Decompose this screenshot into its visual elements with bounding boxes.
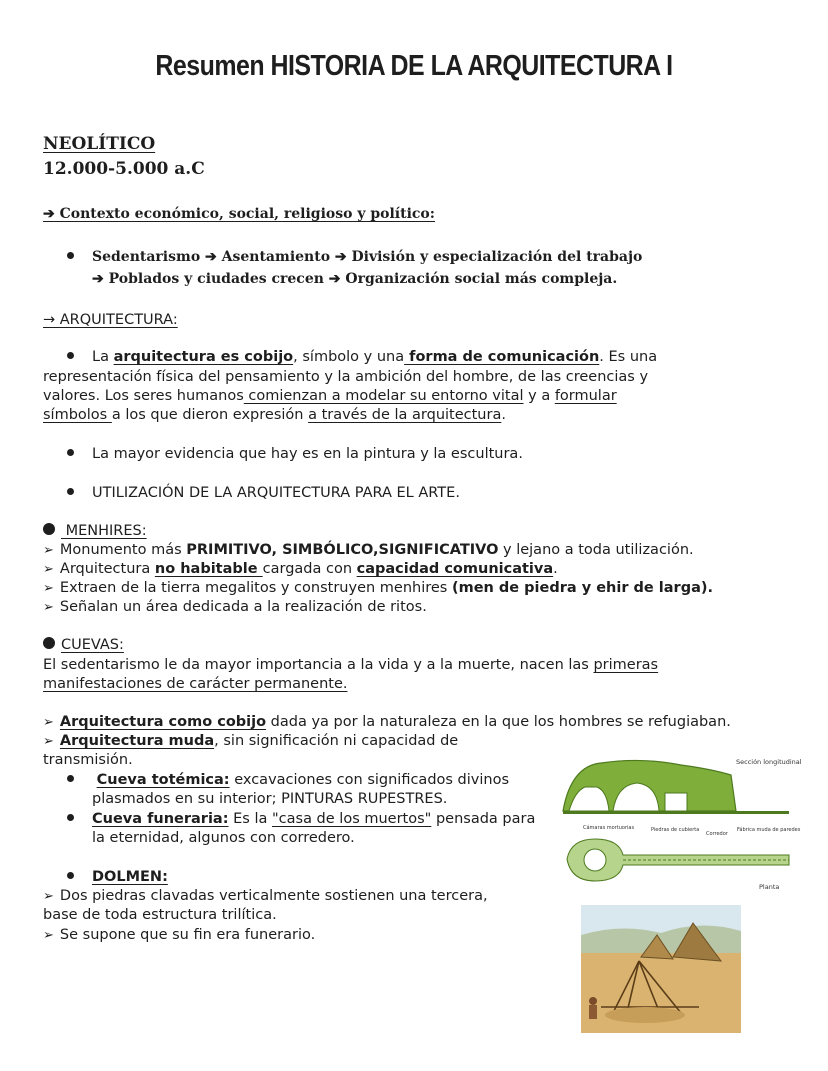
cuevas-paragraph-line: manifestaciones de carácter permanente. — [43, 676, 348, 692]
bullet-dot — [43, 523, 55, 535]
cuevas-line-2-continuation: transmisión. — [43, 752, 133, 768]
menhires-line-1: ➢ Monumento más PRIMITIVO, SIMBÓLICO,SIGNIFICATIVO y lejano a toda utilización. — [43, 542, 694, 558]
plan-chamber — [584, 849, 606, 871]
paragraph-line: representación física del pensamiento y la ambición del hombre, de las creencias y — [43, 369, 649, 385]
menhires-line-4: ➢ Señalan un área dedicada a la realización de ritos. — [43, 599, 427, 615]
cueva-totemica-continuation: plasmados en su interior; PINTURAS RUPESTRES. — [92, 791, 448, 807]
label-corredor: Corredor — [706, 831, 728, 837]
arquitectura-bullet-3: UTILIZACIÓN DE LA ARQUITECTURA PARA EL ARTE. — [67, 484, 460, 503]
label-fabrica: Fábrica muda de paredes — [737, 827, 801, 833]
label-piedras: Piedras de cubierta — [651, 827, 700, 833]
label-camaras: Cámaras mortuorias — [583, 825, 635, 831]
dolmen-line-1-continuation: base de toda estructura trilítica. — [43, 907, 277, 923]
paragraph-line: símbolos a los que dieron expresión a través de la arquitectura. — [43, 407, 506, 423]
bullet-dot — [67, 352, 74, 359]
hut-floor — [605, 1007, 685, 1023]
dolmen-line-1: ➢ Dos piedras clavadas verticalmente sostienen una tercera, — [43, 888, 488, 904]
section-heading-menhires: MENHIRES: — [43, 522, 147, 541]
label-planta: Planta — [759, 883, 780, 891]
bullet-dot — [67, 252, 74, 259]
cueva-funeraria-bullet: Cueva funeraria: Es la "casa de los muertos" pensada para — [67, 810, 535, 829]
bullet-dot — [67, 488, 74, 495]
bullet-dot — [67, 814, 74, 821]
bullet-dot — [67, 775, 74, 782]
figure-person — [589, 997, 597, 1005]
prehistoric-huts-illustration — [581, 905, 741, 1033]
bullet-dot — [67, 449, 74, 456]
paragraph-line: valores. Los seres humanos comienzan a modelar su entorno vital y a formular — [43, 388, 617, 404]
section-heading-cuevas: CUEVAS: — [43, 636, 124, 655]
context-heading: ➔ Contexto económico, social, religioso y político: — [43, 206, 435, 222]
cave-section-diagram — [561, 751, 802, 896]
context-bullet: Sedentarismo ➔ Asentamiento ➔ División y especialización del trabajo — [67, 249, 642, 265]
corridor-opening — [665, 793, 687, 811]
section-heading-arquitectura: → ARQUITECTURA: — [43, 312, 178, 328]
cueva-totemica-bullet: Cueva totémica: excavaciones con significados divinos — [67, 771, 509, 790]
bullet-dot — [67, 872, 74, 879]
figure-person — [589, 1005, 597, 1019]
section-heading-dolmen: DOLMEN: — [67, 868, 168, 887]
dolmen-line-2: ➢ Se supone que su fin era funerario. — [43, 927, 316, 943]
label-section: Sección longitudinal — [736, 758, 802, 766]
cuevas-paragraph-line: El sedentarismo le da mayor importancia a la vida y a la muerte, nacen las primeras — [43, 657, 659, 673]
section-heading-neolitico: NEOLÍTICO — [43, 134, 156, 154]
arquitectura-bullet-1: La arquitectura es cobijo, símbolo y una forma de comunicación. Es una — [67, 348, 657, 367]
context-bullet-continuation: ➔ Poblados y ciudades crecen ➔ Organización social más compleja. — [92, 271, 618, 287]
period-dates: 12.000-5.000 a.C — [43, 159, 205, 179]
cuevas-line-1: ➢ Arquitectura como cobijo dada ya por la naturaleza en la que los hombres se refugiaban. — [43, 714, 731, 730]
arquitectura-bullet-2: La mayor evidencia que hay es en la pintura y la escultura. — [67, 445, 523, 464]
ground-line — [563, 811, 789, 814]
document-title: Resumen HISTORIA DE LA ARQUITECTURA I — [155, 50, 673, 82]
menhires-line-2: ➢ Arquitectura no habitable cargada con capacidad comunicativa. — [43, 561, 558, 577]
menhires-line-3: ➢ Extraen de la tierra megalitos y construyen menhires (men de piedra y ehir de larga). — [43, 580, 714, 596]
cuevas-line-2: ➢ Arquitectura muda, sin significación ni capacidad de — [43, 733, 459, 749]
cueva-funeraria-continuation: la eternidad, algunos con corredero. — [92, 830, 355, 846]
bullet-dot — [43, 637, 55, 649]
